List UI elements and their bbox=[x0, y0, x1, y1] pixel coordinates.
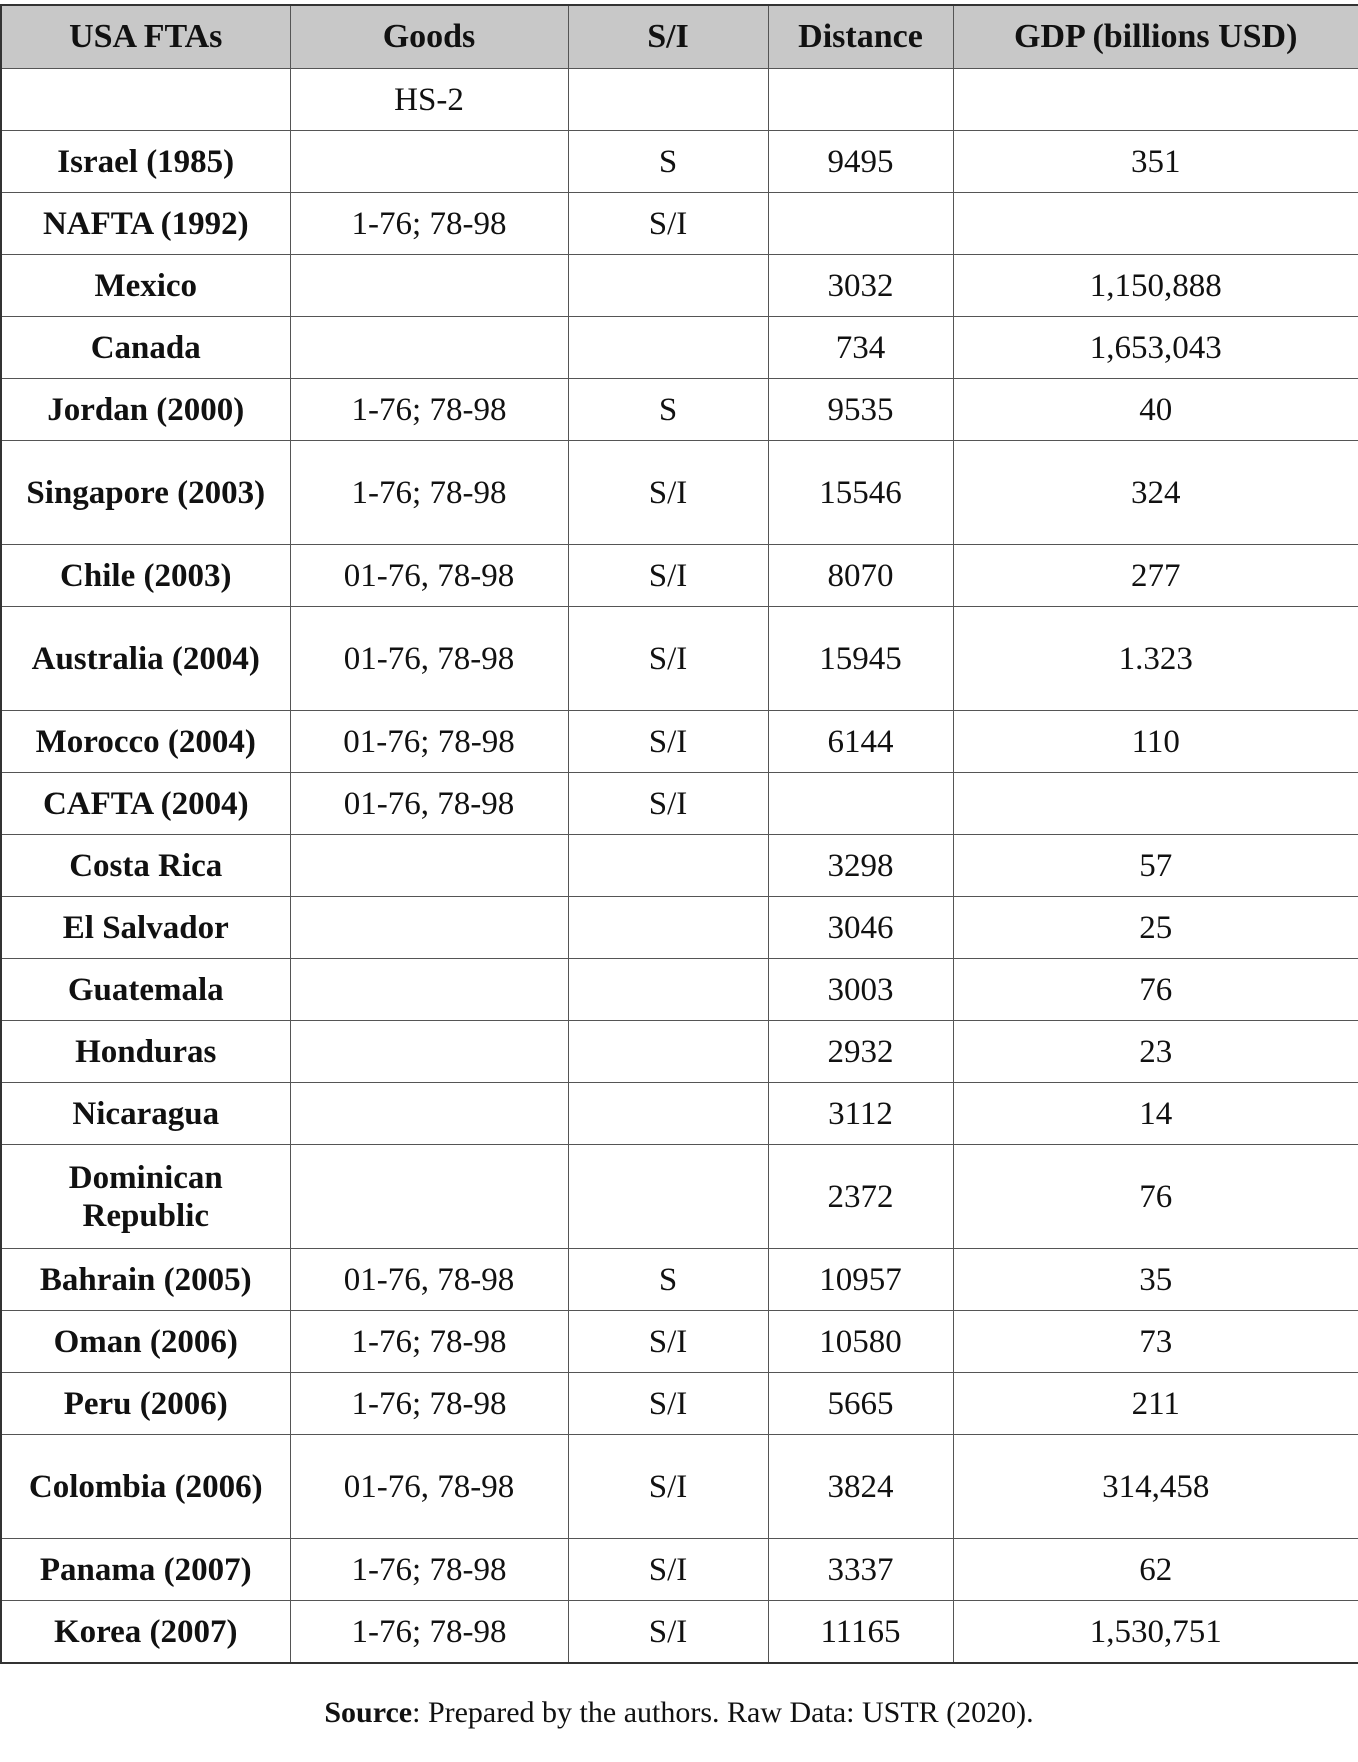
cell-gdp: 277 bbox=[953, 545, 1358, 607]
table-row bbox=[1, 607, 1358, 711]
cell-goods: 01-76, 78-98 bbox=[290, 773, 568, 835]
cell-distance bbox=[768, 773, 953, 835]
cell-si: S bbox=[568, 1249, 768, 1311]
cell-agreement: NAFTA (1992) bbox=[1, 193, 290, 255]
cell-si bbox=[568, 835, 768, 897]
cell-gdp: 57 bbox=[953, 835, 1358, 897]
table-row bbox=[1, 1539, 1358, 1601]
cell-gdp: 324 bbox=[953, 441, 1358, 545]
table-row bbox=[1, 441, 1358, 545]
cell-gdp: 1,530,751 bbox=[953, 1601, 1358, 1664]
table-row bbox=[1, 255, 1358, 317]
fta-table bbox=[0, 4, 1358, 1664]
cell-goods: 1-76; 78-98 bbox=[290, 1373, 568, 1435]
cell-agreement: Mexico bbox=[1, 255, 290, 317]
cell-si: S bbox=[568, 379, 768, 441]
cell-si bbox=[568, 69, 768, 131]
source-label: Source bbox=[324, 1696, 413, 1729]
cell-gdp: 211 bbox=[953, 1373, 1358, 1435]
cell-si bbox=[568, 959, 768, 1021]
cell-distance: 8070 bbox=[768, 545, 953, 607]
cell-gdp: 110 bbox=[953, 711, 1358, 773]
table-row bbox=[1, 711, 1358, 773]
header-usa-ftas: USA FTAs bbox=[1, 5, 290, 69]
cell-gdp bbox=[953, 773, 1358, 835]
cell-goods: 01-76, 78-98 bbox=[290, 607, 568, 711]
table-row bbox=[1, 1249, 1358, 1311]
table-row bbox=[1, 1021, 1358, 1083]
cell-distance: 9535 bbox=[768, 379, 953, 441]
cell-gdp: 40 bbox=[953, 379, 1358, 441]
cell-gdp: 14 bbox=[953, 1083, 1358, 1145]
cell-si: S/I bbox=[568, 193, 768, 255]
cell-distance: 10580 bbox=[768, 1311, 953, 1373]
cell-si bbox=[568, 1021, 768, 1083]
header-row bbox=[1, 5, 1358, 69]
cell-gdp bbox=[953, 193, 1358, 255]
table-row bbox=[1, 69, 1358, 131]
cell-si: S/I bbox=[568, 1435, 768, 1539]
cell-agreement: Honduras bbox=[1, 1021, 290, 1083]
cell-agreement: Dominican Republic bbox=[1, 1145, 290, 1249]
cell-si: S/I bbox=[568, 1539, 768, 1601]
cell-gdp: 314,458 bbox=[953, 1435, 1358, 1539]
cell-distance: 15546 bbox=[768, 441, 953, 545]
table-row bbox=[1, 773, 1358, 835]
cell-gdp: 23 bbox=[953, 1021, 1358, 1083]
cell-distance: 3046 bbox=[768, 897, 953, 959]
cell-goods: 01-76, 78-98 bbox=[290, 545, 568, 607]
cell-goods: 1-76; 78-98 bbox=[290, 1539, 568, 1601]
cell-si: S bbox=[568, 131, 768, 193]
table-row bbox=[1, 193, 1358, 255]
cell-agreement: Australia (2004) bbox=[1, 607, 290, 711]
cell-goods: 1-76; 78-98 bbox=[290, 193, 568, 255]
table-row bbox=[1, 317, 1358, 379]
table-row bbox=[1, 1601, 1358, 1664]
table-row bbox=[1, 1435, 1358, 1539]
cell-distance: 3032 bbox=[768, 255, 953, 317]
cell-distance: 3824 bbox=[768, 1435, 953, 1539]
cell-goods bbox=[290, 1145, 568, 1249]
cell-distance: 2372 bbox=[768, 1145, 953, 1249]
cell-agreement: Canada bbox=[1, 317, 290, 379]
cell-si bbox=[568, 255, 768, 317]
cell-agreement: El Salvador bbox=[1, 897, 290, 959]
header-si: S/I bbox=[568, 5, 768, 69]
source-text: : Prepared by the authors. Raw Data: USTR (2020). bbox=[412, 1696, 1034, 1729]
cell-distance: 2932 bbox=[768, 1021, 953, 1083]
cell-goods bbox=[290, 1021, 568, 1083]
cell-goods bbox=[290, 317, 568, 379]
cell-distance: 5665 bbox=[768, 1373, 953, 1435]
cell-gdp: 1,150,888 bbox=[953, 255, 1358, 317]
table-row bbox=[1, 545, 1358, 607]
cell-goods bbox=[290, 131, 568, 193]
table-row bbox=[1, 1373, 1358, 1435]
cell-gdp: 351 bbox=[953, 131, 1358, 193]
cell-agreement: Israel (1985) bbox=[1, 131, 290, 193]
table-row bbox=[1, 897, 1358, 959]
cell-gdp: 1.323 bbox=[953, 607, 1358, 711]
cell-goods bbox=[290, 959, 568, 1021]
cell-gdp: 25 bbox=[953, 897, 1358, 959]
header-distance: Distance bbox=[768, 5, 953, 69]
cell-si: S/I bbox=[568, 1601, 768, 1664]
cell-distance: 11165 bbox=[768, 1601, 953, 1664]
cell-agreement: Singapore (2003) bbox=[1, 441, 290, 545]
cell-gdp: 35 bbox=[953, 1249, 1358, 1311]
cell-agreement: Oman (2006) bbox=[1, 1311, 290, 1373]
cell-distance: 15945 bbox=[768, 607, 953, 711]
cell-si: S/I bbox=[568, 607, 768, 711]
table-row bbox=[1, 959, 1358, 1021]
cell-agreement: Colombia (2006) bbox=[1, 1435, 290, 1539]
cell-agreement: Korea (2007) bbox=[1, 1601, 290, 1664]
cell-goods: 1-76; 78-98 bbox=[290, 379, 568, 441]
cell-agreement: Bahrain (2005) bbox=[1, 1249, 290, 1311]
cell-gdp: 62 bbox=[953, 1539, 1358, 1601]
table-row bbox=[1, 1311, 1358, 1373]
cell-agreement: CAFTA (2004) bbox=[1, 773, 290, 835]
cell-si: S/I bbox=[568, 1373, 768, 1435]
cell-gdp: 76 bbox=[953, 959, 1358, 1021]
table-body bbox=[1, 69, 1358, 1664]
cell-distance bbox=[768, 69, 953, 131]
cell-distance bbox=[768, 193, 953, 255]
cell-agreement bbox=[1, 69, 290, 131]
cell-si: S/I bbox=[568, 711, 768, 773]
cell-goods: 01-76; 78-98 bbox=[290, 711, 568, 773]
cell-goods bbox=[290, 255, 568, 317]
cell-goods bbox=[290, 1083, 568, 1145]
cell-agreement: Peru (2006) bbox=[1, 1373, 290, 1435]
cell-agreement: Panama (2007) bbox=[1, 1539, 290, 1601]
cell-si bbox=[568, 897, 768, 959]
table-row bbox=[1, 1145, 1358, 1249]
cell-goods: 01-76, 78-98 bbox=[290, 1249, 568, 1311]
cell-agreement: Costa Rica bbox=[1, 835, 290, 897]
cell-distance: 3298 bbox=[768, 835, 953, 897]
cell-agreement: Chile (2003) bbox=[1, 545, 290, 607]
cell-gdp: 1,653,043 bbox=[953, 317, 1358, 379]
header-gdp: GDP (billions USD) bbox=[953, 5, 1358, 69]
cell-goods: HS-2 bbox=[290, 69, 568, 131]
cell-distance: 9495 bbox=[768, 131, 953, 193]
cell-goods: 1-76; 78-98 bbox=[290, 1311, 568, 1373]
cell-si: S/I bbox=[568, 773, 768, 835]
cell-agreement: Nicaragua bbox=[1, 1083, 290, 1145]
table-row bbox=[1, 835, 1358, 897]
cell-gdp: 76 bbox=[953, 1145, 1358, 1249]
cell-distance: 6144 bbox=[768, 711, 953, 773]
cell-si: S/I bbox=[568, 441, 768, 545]
cell-si bbox=[568, 1145, 768, 1249]
header-goods: Goods bbox=[290, 5, 568, 69]
cell-si bbox=[568, 317, 768, 379]
cell-distance: 3003 bbox=[768, 959, 953, 1021]
cell-distance: 10957 bbox=[768, 1249, 953, 1311]
cell-si: S/I bbox=[568, 1311, 768, 1373]
cell-goods bbox=[290, 835, 568, 897]
cell-distance: 3337 bbox=[768, 1539, 953, 1601]
cell-gdp bbox=[953, 69, 1358, 131]
cell-goods: 01-76, 78-98 bbox=[290, 1435, 568, 1539]
fta-table-container bbox=[0, 4, 1358, 1664]
cell-gdp: 73 bbox=[953, 1311, 1358, 1373]
source-note bbox=[0, 1693, 1358, 1733]
cell-agreement: Guatemala bbox=[1, 959, 290, 1021]
table-row bbox=[1, 1083, 1358, 1145]
table-row bbox=[1, 131, 1358, 193]
cell-goods: 1-76; 78-98 bbox=[290, 1601, 568, 1664]
cell-agreement: Morocco (2004) bbox=[1, 711, 290, 773]
table-row bbox=[1, 379, 1358, 441]
cell-distance: 3112 bbox=[768, 1083, 953, 1145]
cell-si bbox=[568, 1083, 768, 1145]
table-header bbox=[1, 5, 1358, 69]
cell-goods bbox=[290, 897, 568, 959]
cell-agreement: Jordan (2000) bbox=[1, 379, 290, 441]
cell-distance: 734 bbox=[768, 317, 953, 379]
cell-goods: 1-76; 78-98 bbox=[290, 441, 568, 545]
cell-si: S/I bbox=[568, 545, 768, 607]
